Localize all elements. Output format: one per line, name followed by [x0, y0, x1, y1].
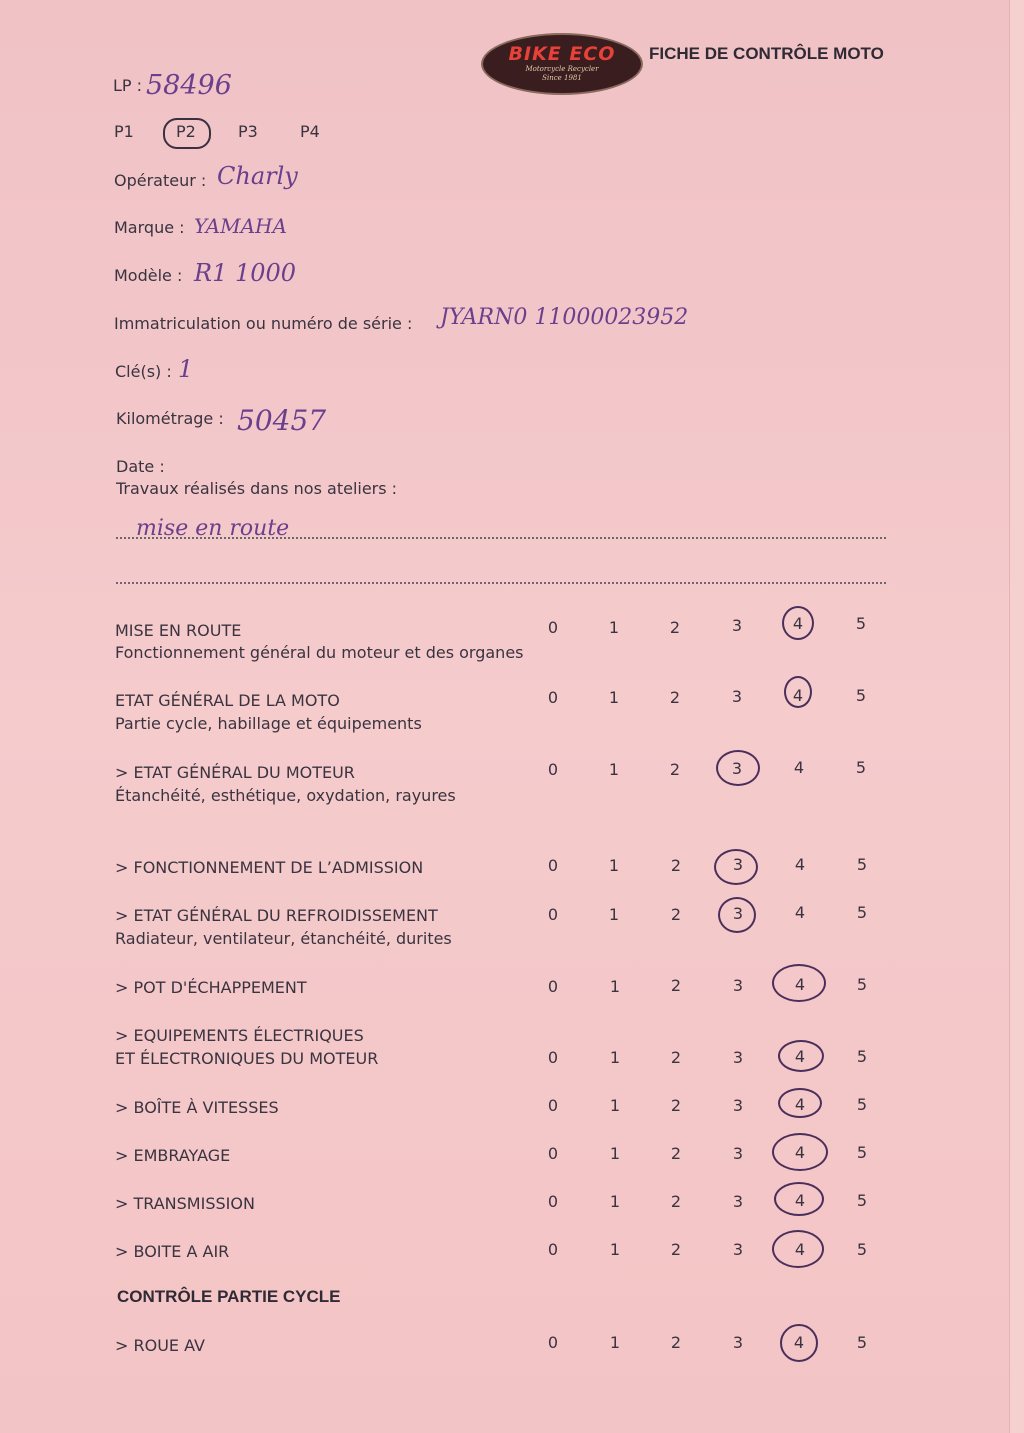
modele-label: Modèle : — [114, 266, 183, 285]
bike-eco-logo — [481, 33, 643, 95]
row4-score-1: 1 — [608, 905, 620, 924]
immat-label: Immatriculation ou numéro de série : — [114, 314, 413, 333]
date-label: Date : — [116, 457, 165, 476]
logo-brand: BIKE ECO — [508, 43, 616, 65]
row5-score-3: 3 — [732, 976, 744, 995]
row-embrayage-title: > EMBRAYAGE — [115, 1146, 231, 1165]
row3-score-4: 4 — [794, 855, 806, 874]
row3-score-1: 1 — [608, 856, 620, 875]
operateur-label: Opérateur : — [114, 171, 207, 190]
row9-score-5: 5 — [856, 1191, 868, 1210]
row3-selected-circle — [714, 849, 758, 885]
row2-score-3: 3 — [731, 759, 743, 778]
row6-selected-circle — [778, 1040, 824, 1072]
row7-score-3: 3 — [732, 1096, 744, 1115]
km-label: Kilométrage : — [116, 409, 224, 428]
lp-label: LP : — [113, 76, 143, 95]
row1-score-2: 2 — [669, 688, 681, 707]
row2-score-5: 5 — [855, 758, 867, 777]
row4-score-5: 5 — [856, 903, 868, 922]
priority-p1: P1 — [114, 122, 134, 141]
row10-score-4: 4 — [794, 1240, 806, 1259]
row-refroidissement-sub: Radiateur, ventilateur, étanchéité, durites — [115, 929, 452, 948]
row3-score-0: 0 — [547, 856, 559, 875]
row0-score-2: 2 — [669, 618, 681, 637]
row5-score-4: 4 — [794, 975, 806, 994]
row-echappement-title: > POT D'ÉCHAPPEMENT — [115, 978, 307, 997]
logo-tagline: Motorcycle Recycler — [525, 65, 599, 73]
row8-score-1: 1 — [609, 1144, 621, 1163]
row0-score-5: 5 — [855, 614, 867, 633]
row2-selected-circle — [716, 750, 760, 786]
travaux-line-2 — [116, 582, 886, 584]
row-equipements-sub: ET ÉLECTRONIQUES DU MOTEUR — [115, 1049, 379, 1068]
priority-p2: P2 — [176, 122, 196, 141]
row-etat-moteur-title: > ETAT GÉNÉRAL DU MOTEUR — [115, 763, 355, 782]
marque-label: Marque : — [114, 218, 185, 237]
row-boite-air-title: > BOITE A AIR — [115, 1242, 230, 1261]
row5-score-0: 0 — [547, 977, 559, 996]
row6-score-0: 0 — [547, 1048, 559, 1067]
logo-since: Since 1981 — [542, 74, 582, 82]
roue-av-score-4: 4 — [793, 1333, 805, 1352]
row5-score-1: 1 — [609, 977, 621, 996]
marque-value: YAMAHA — [194, 214, 287, 238]
row4-score-4: 4 — [794, 903, 806, 922]
row10-score-2: 2 — [670, 1240, 682, 1259]
row9-score-2: 2 — [670, 1192, 682, 1211]
row6-score-5: 5 — [856, 1047, 868, 1066]
row3-score-5: 5 — [856, 855, 868, 874]
modele-value: R1 1000 — [194, 259, 297, 287]
row7-score-0: 0 — [547, 1096, 559, 1115]
row9-score-0: 0 — [547, 1192, 559, 1211]
cles-label: Clé(s) : — [115, 362, 172, 381]
row2-score-1: 1 — [608, 760, 620, 779]
row7-score-4: 4 — [794, 1095, 806, 1114]
row10-score-0: 0 — [547, 1240, 559, 1259]
row7-score-1: 1 — [609, 1096, 621, 1115]
row1-selected-circle — [784, 676, 812, 708]
row7-selected-circle — [778, 1088, 822, 1118]
row0-score-1: 1 — [608, 618, 620, 637]
row3-score-2: 2 — [670, 856, 682, 875]
row8-score-5: 5 — [856, 1143, 868, 1162]
row6-score-3: 3 — [732, 1048, 744, 1067]
row-equipements-title: > EQUIPEMENTS ÉLECTRIQUES — [115, 1026, 364, 1045]
row6-score-4: 4 — [794, 1047, 806, 1066]
row8-score-3: 3 — [732, 1144, 744, 1163]
row1-score-1: 1 — [608, 688, 620, 707]
operateur-value: Charly — [217, 162, 298, 190]
row-roue-av-title: > ROUE AV — [115, 1336, 205, 1355]
row10-score-3: 3 — [732, 1240, 744, 1259]
row-boite-vitesses-title: > BOÎTE À VITESSES — [115, 1098, 279, 1117]
roue-av-selected-circle — [780, 1324, 818, 1362]
row8-score-0: 0 — [547, 1144, 559, 1163]
row2-score-0: 0 — [547, 760, 559, 779]
row9-selected-circle — [774, 1182, 824, 1216]
row4-score-2: 2 — [670, 905, 682, 924]
row-etat-moto-sub: Partie cycle, habillage et équipements — [115, 714, 422, 733]
row8-score-2: 2 — [670, 1144, 682, 1163]
roue-av-score-5: 5 — [856, 1333, 868, 1352]
row4-score-3: 3 — [732, 904, 744, 923]
row4-score-0: 0 — [547, 905, 559, 924]
row10-score-5: 5 — [856, 1240, 868, 1259]
roue-av-score-2: 2 — [670, 1333, 682, 1352]
row1-score-0: 0 — [547, 688, 559, 707]
row0-score-3: 3 — [731, 616, 743, 635]
row9-score-4: 4 — [794, 1191, 806, 1210]
row-mise-en-route-title: MISE EN ROUTE — [115, 621, 242, 640]
row6-score-2: 2 — [670, 1048, 682, 1067]
row2-score-4: 4 — [793, 758, 805, 777]
row-mise-en-route-sub: Fonctionnement général du moteur et des organes — [115, 643, 524, 662]
section-partie-cycle-title: CONTRÔLE PARTIE CYCLE — [117, 1287, 341, 1306]
travaux-label: Travaux réalisés dans nos ateliers : — [116, 479, 398, 498]
roue-av-score-0: 0 — [547, 1333, 559, 1352]
document-title: FICHE DE CONTRÔLE MOTO — [649, 44, 884, 63]
priority-p3: P3 — [238, 122, 258, 141]
km-value: 50457 — [237, 404, 327, 437]
row4-selected-circle — [718, 897, 756, 933]
row-transmission-title: > TRANSMISSION — [115, 1194, 255, 1213]
row8-score-4: 4 — [794, 1143, 806, 1162]
row5-score-5: 5 — [856, 975, 868, 994]
row10-score-1: 1 — [609, 1240, 621, 1259]
paper-edge — [1009, 0, 1024, 1433]
priority-p4: P4 — [300, 122, 320, 141]
row-etat-moto-title: ETAT GÉNÉRAL DE LA MOTO — [115, 691, 340, 710]
lp-value: 58496 — [146, 70, 232, 101]
cles-value: 1 — [178, 355, 194, 383]
row1-score-3: 3 — [731, 687, 743, 706]
row2-score-2: 2 — [669, 760, 681, 779]
row0-score-4: 4 — [792, 614, 804, 633]
row9-score-3: 3 — [732, 1192, 744, 1211]
row-admission-title: > FONCTIONNEMENT DE L’ADMISSION — [115, 858, 424, 877]
row5-score-2: 2 — [670, 976, 682, 995]
row7-score-2: 2 — [670, 1096, 682, 1115]
row-refroidissement-title: > ETAT GÉNÉRAL DU REFROIDISSEMENT — [115, 906, 438, 925]
row6-score-1: 1 — [609, 1048, 621, 1067]
roue-av-score-3: 3 — [732, 1333, 744, 1352]
row3-score-3: 3 — [732, 855, 744, 874]
immat-value: JYARN0 11000023952 — [440, 305, 689, 330]
row9-score-1: 1 — [609, 1192, 621, 1211]
row1-score-4: 4 — [792, 686, 804, 705]
row8-selected-circle — [772, 1133, 828, 1171]
row-etat-moteur-sub: Étanchéité, esthétique, oxydation, rayures — [115, 786, 456, 805]
row1-score-5: 5 — [855, 686, 867, 705]
travaux-value: mise en route — [136, 516, 290, 541]
row10-selected-circle — [772, 1230, 824, 1268]
row7-score-5: 5 — [856, 1095, 868, 1114]
roue-av-score-1: 1 — [609, 1333, 621, 1352]
row5-selected-circle — [772, 964, 826, 1002]
row0-selected-circle — [782, 606, 814, 640]
row0-score-0: 0 — [547, 618, 559, 637]
